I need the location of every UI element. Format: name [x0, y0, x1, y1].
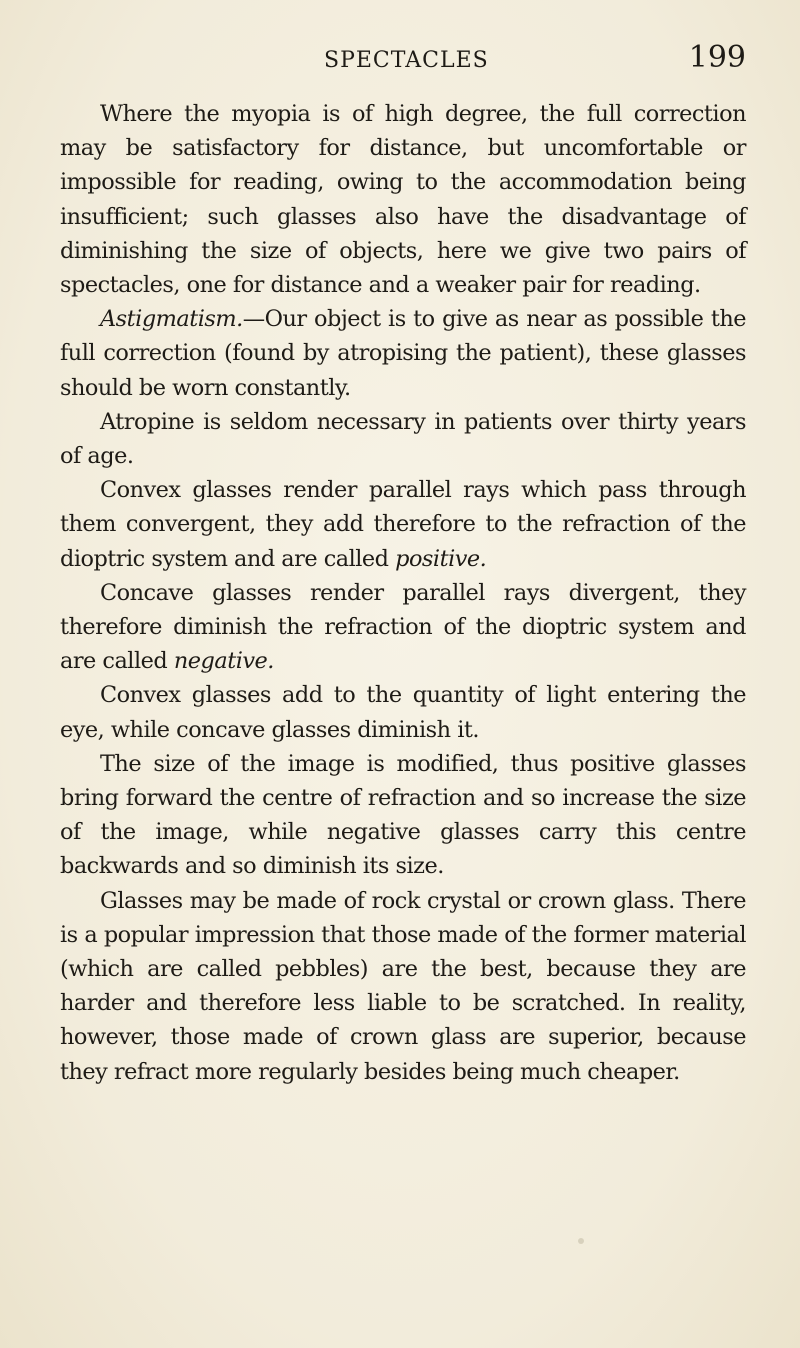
body-text [60, 97, 746, 1089]
paragraph-astigmatism [60, 302, 746, 405]
paragraph-concave [60, 576, 746, 679]
paragraph-image-size [60, 747, 746, 884]
paragraph-text: Where the myopia is of high degree, the full correction may be satisfactory for distance, but uncomfortable or impossible for reading, owing to the accommodation being insufficient; such glasses also have the disadvantage of diminishing the size of objects, here we give two pairs of spectacles, one for distance and a weaker pair for reading. [60, 101, 746, 299]
page-number: 199 [688, 40, 746, 75]
paragraph-atropine [60, 405, 746, 473]
paragraph-text: Convex glasses render parallel rays which pass through them convergent, they add therefore to the refraction of the dioptric system and are called [60, 477, 746, 572]
page-header [60, 40, 746, 84]
paragraph-text: —Our object is to give as near as possible the full correction (found by atropising the patient), these glasses should be worn constantly. [60, 306, 746, 401]
section-heading-astigmatism: Astigmatism. [100, 306, 243, 333]
paragraph-text: Concave glasses render parallel rays divergent, they therefore diminish the refraction of the dioptric system and are called [60, 579, 746, 675]
paragraph-text: Glasses may be made of rock crystal or crown glass. There is a popular impression that those made of the former material (which are called pebbles) are the best, because they are harder and therefore less liable to be scratched. In reality, however, those made of crown glass are superior, because they refract more regularly besides being much cheaper. [60, 887, 746, 1085]
term-negative: negative. [173, 648, 274, 675]
paragraph-text: The size of the image is modified, thus positive glasses bring forward the centre of refraction and so increase the size of the image, while negative glasses carry this centre backwards and so diminish its size. [60, 750, 746, 880]
paper-speck [578, 1238, 584, 1244]
term-positive: positive. [395, 545, 487, 572]
paragraph-text: Atropine is seldom necessary in patients over thirty years of age. [60, 408, 746, 470]
paragraph-text: Convex glasses add to the quantity of light entering the eye, while concave glasses diminish it. [60, 682, 746, 743]
paragraph-convex [60, 473, 746, 576]
paragraph-glass-material [60, 884, 746, 1089]
paragraph-myopia [60, 97, 746, 302]
running-head: SPECTACLES [324, 48, 489, 73]
paragraph-light-quantity [60, 678, 746, 746]
